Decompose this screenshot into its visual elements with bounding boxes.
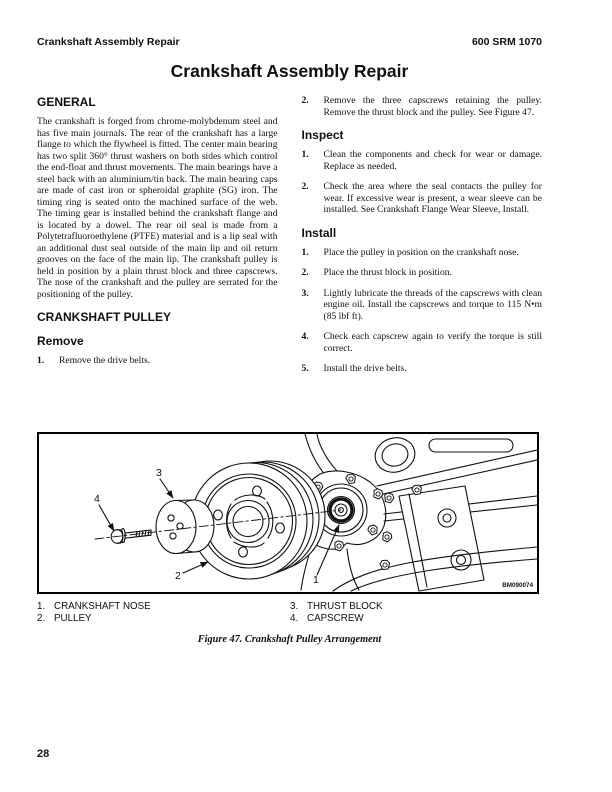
step-text: Clean the components and check for wear or damage. Replace as needed.	[323, 149, 542, 172]
step-number: 1.	[301, 246, 309, 258]
legend-column-right	[290, 601, 543, 625]
step-number: 4.	[301, 331, 309, 342]
step-text: Check the area where the seal contacts the pulley for wear. If excessive wear is present, a wear sleeve can be installed. See Crankshaft Flange Wear Sleeve, Install.	[323, 181, 542, 215]
inspect-step-1	[302, 149, 543, 172]
header-document-number: 600 SRM 1070	[471, 36, 542, 48]
step-number: 1.	[301, 149, 309, 160]
figure-code: BM090074	[502, 582, 533, 589]
install-step-5	[302, 363, 543, 375]
legend-item-3	[290, 601, 543, 613]
left-column	[37, 95, 278, 429]
legend-item-2	[37, 613, 290, 625]
legend-label: CAPSCREW	[307, 613, 364, 625]
heading-general: GENERAL	[37, 95, 96, 109]
legend-number: 1.	[37, 601, 46, 612]
callout-4: 4	[94, 493, 100, 505]
inspect-step-2	[302, 181, 543, 216]
legend-number: 2.	[37, 613, 46, 625]
figure-caption: Figure 47. Crankshaft Pulley Arrangement	[197, 634, 382, 646]
step-text: Place the thrust block in position.	[323, 267, 452, 278]
step-text: Install the drive belts.	[323, 363, 407, 374]
figure-legend	[37, 601, 542, 625]
remove-step-1	[37, 355, 278, 367]
figure-47	[37, 432, 539, 594]
step-number: 2.	[301, 95, 309, 106]
remove-step-2	[302, 95, 543, 118]
install-step-4	[302, 331, 543, 354]
page-title: Crankshaft Assembly Repair	[170, 61, 409, 81]
legend-number: 4.	[290, 613, 299, 625]
legend-item-1	[37, 601, 290, 613]
step-text: Place the pulley in position on the crankshaft nose.	[323, 246, 519, 258]
step-text: Check each capscrew again to verify the torque is still correct.	[323, 331, 542, 354]
heading-install: Install	[301, 225, 337, 240]
figure-47-drawing	[39, 434, 537, 592]
step-text: Remove the drive belts.	[59, 355, 151, 366]
general-paragraph: The crankshaft is forged from chrome-molybdenum steel and has five main journals. The rear of the crankshaft has a large flange to which the flywheel is fitted. The center main bearing has two split 360° thrust washers on both sides which control the end-float and thrust movements. The main bearings have a steel back with an aluminium/tin back. The main bearing caps are made of cast iron or spheroidal graphite (SG) iron. The timing ring is seated onto the machined surface of the web. The timing gear is installed behind the crankshaft flange and is located by a dowel. The rear oil seal is made from a Polytetrafluoroethylene (PTFE) material and is a lip seal with an additional dust seal outside of the main lip and oil return grooves on the face of the main lip. The crankshaft pulley is held in position by a plain thrust block and three capscrews. The nose of the crankshaft and the pulley are serrated for the positioning of the pulley.	[37, 116, 278, 300]
step-number: 5.	[301, 363, 309, 374]
header-section-title: Crankshaft Assembly Repair	[37, 36, 180, 48]
right-column	[302, 95, 543, 429]
two-column-body	[37, 95, 542, 429]
page-number: 28	[37, 748, 50, 760]
thrust-block-drawing	[156, 500, 214, 554]
legend-item-4	[290, 613, 543, 625]
install-step-2	[302, 267, 543, 279]
step-number: 3.	[301, 287, 309, 299]
legend-label: PULLEY	[54, 613, 92, 625]
step-text: Lightly lubricate the threads of the capscrews with clean engine oil. Install the capscrews and torque to 115 N•m (85 lbf ft).	[323, 287, 542, 322]
callout-3: 3	[156, 467, 162, 479]
step-number: 2.	[301, 181, 309, 192]
install-step-1	[302, 247, 543, 259]
step-number: 1.	[37, 355, 45, 366]
legend-label: CRANKSHAFT NOSE	[54, 601, 151, 612]
heading-remove: Remove	[37, 334, 84, 348]
callout-2: 2	[175, 570, 181, 582]
step-text: Remove the three capscrews retaining the pulley. Remove the thrust block and the pulley. See Figure 47.	[323, 95, 542, 118]
legend-column-left	[37, 601, 290, 625]
callout-1: 1	[313, 574, 319, 586]
heading-crankshaft-pulley: CRANKSHAFT PULLEY	[37, 310, 171, 324]
legend-label: THRUST BLOCK	[307, 601, 383, 612]
legend-number: 3.	[290, 601, 299, 612]
step-number: 2.	[301, 267, 309, 278]
heading-inspect: Inspect	[301, 128, 344, 142]
install-step-3	[302, 288, 543, 323]
page-header	[37, 36, 542, 48]
